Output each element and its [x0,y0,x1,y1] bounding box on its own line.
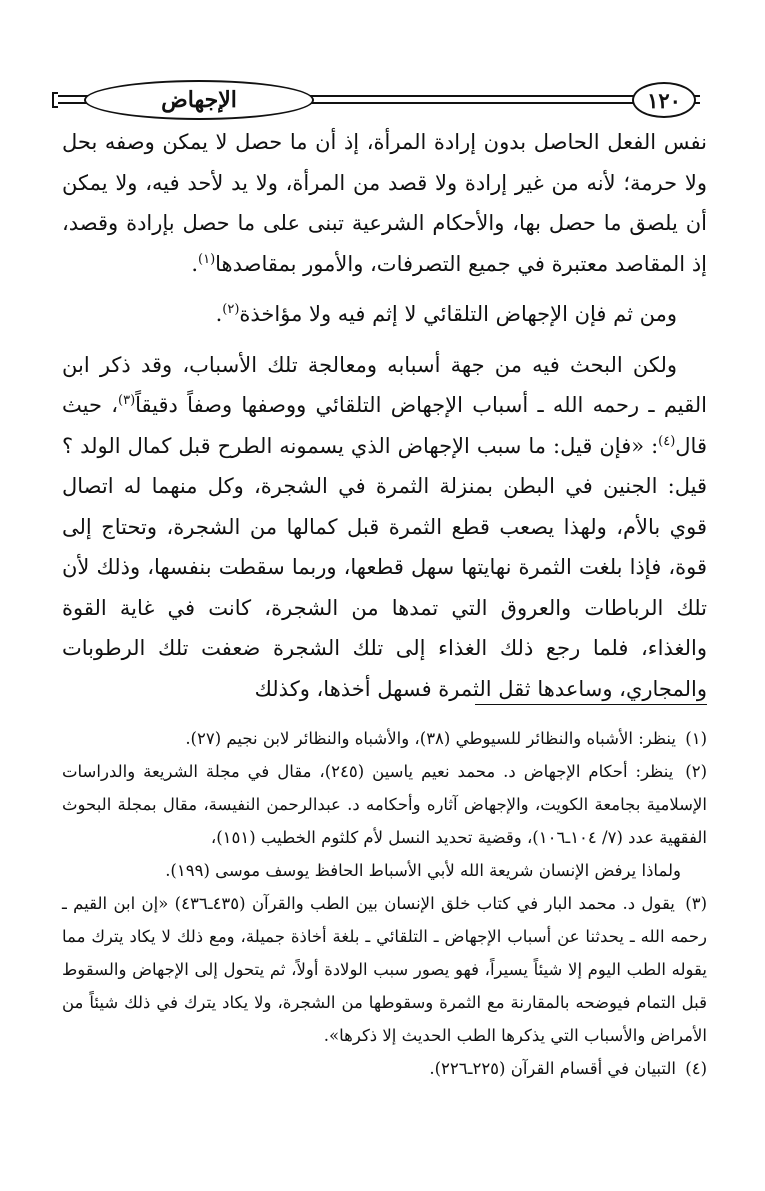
paragraph-3-text-a: ولكن البحث فيه من جهة أسبابه ومعالجة تلك الأسباب، وقد ذكر ابن القيم ـ رحمه الله ـ أسباب الإجهاض التلقائي ووصفها وصفاً دقيقاً [62,352,707,417]
footnote-4 [62,1052,707,1085]
footnote-number: (٣) [685,894,707,913]
body-text [62,122,707,709]
footnote-text: يقول د. محمد البار في كتاب خلق الإنسان بين الطب والقرآن (٤٣٥ـ٤٣٦) «إن ابن القيم ـ رحمه الله ـ يحدثنا عن أسباب الإجهاض ـ التلقائي ـ بلغة أخاذة جميلة، ومع ذلك لا يكاد يترك مما يقوله الطب اليوم إلا شيئاً يسيراً، فهو يصور سبب الولادة أولاً، ثم يتحول إلى الإجهاض والسقوط قبل التمام فيوضحه بالمقارنة مع الثمرة وسقوطها من الشجرة، ولا يكاد يترك في ذلك شيئاً من الأمراض والأسباب التي يذكرها الطب الحديث إلا ذكرها». [62,894,707,1045]
footnote-number: (٤) [685,1059,707,1078]
footnote-1 [62,722,707,755]
ibn-al-qayyim-quote: «فإن قيل: ما سبب الإجهاض الذي يسمونه الطرح قبل كمال الولد ؟ قيل: الجنين في البطن بمنزلة الثمرة في الشجرة، وكل منهما له اتصال قوي بالأم، ولهذا يصعب قطع الثمرة قبل كمالها من الشجرة، وتحتاج إلى قوة، فإذا بلغت الثمرة نهايتها سهل قطعها، وربما سقطت بنفسها، وذلك لأن تلك الرباطات والعروق التي تمدها من الشجرة، كانت في غاية القوة والغذاء، فلما رجع ذلك الغذاء إلى تلك الشجرة ضعفت تلك الرطوبات والمجاري، وساعدها ثقل الثمرة فسهل أخذها، وكذلك [62,433,707,701]
footnote-ref-4: (٤) [658,433,676,449]
footnote-ref-3: (٣) [118,393,136,408]
paragraph-2-end: . [215,302,223,326]
paragraph-3 [62,345,707,710]
footnote-text: ينظر: أحكام الإجهاض د. محمد نعيم ياسين (٢٤٥)، مقال في مجلة الشريعة والدراسات الإسلامية بجامعة الكويت، والإجهاض آثاره وأحكامه د. عبدالرحمن النفيسة، مقال بمجلة البحوث الفقهية عدد (٧/ ١٠٤ـ١٠٦)، وقضية تحديد النسل لأم كلثوم الخطيب (١٥١)، [62,762,707,847]
footnote-3 [62,887,707,1052]
footnote-ref-1: (١) [198,251,216,267]
footnote-number: (٢) [685,762,707,781]
footnote-text: ينظر: الأشباه والنظائر للسيوطي (٣٨)، والأشباه والنظائر لابن نجيم (٢٧). [185,729,676,748]
paragraph-3-text-b: ، حيث قال [62,393,707,458]
paragraph-3-text-c: : [651,433,659,458]
footnotes [62,722,707,1085]
footnote-text: التبيان في أقسام القرآن (٢٢٥ـ٢٢٦). [429,1059,676,1078]
footnote-2 [62,755,707,887]
running-header [58,80,700,124]
paragraph-1 [62,122,707,284]
paragraph-1-text: نفس الفعل الحاصل بدون إرادة المرأة، إذ أن ما حصل لا يمكن وصفه بحل ولا حرمة؛ لأنه من غير إرادة ولا قصد من المرأة، ولا يد لأحد فيه، ولا يمكن أن يلصق ما حصل بها، والأحكام الشرعية تبنى على ما حصل بإرادة وقصد، إذ المقاصد معتبرة في جميع التصرفات، والأمور بمقاصدها [62,130,707,276]
chapter-title-cartouche: الإجهاض [84,80,314,120]
page-number-cartouche: ١٢٠ [632,82,696,118]
footnote-text-continued: ولماذا يرفض الإنسان شريعة الله لأبي الأسباط الحافظ يوسف موسى (١٩٩). [165,861,681,880]
paragraph-1-end: . [191,251,198,276]
paragraph-2 [62,294,707,335]
paragraph-2-text: ومن ثم فإن الإجهاض التلقائي لا إثم فيه ولا مؤاخذة [239,302,677,326]
footnote-ref-2: (٢) [222,302,240,317]
footnote-number: (١) [685,729,707,748]
footnote-separator [475,704,707,705]
